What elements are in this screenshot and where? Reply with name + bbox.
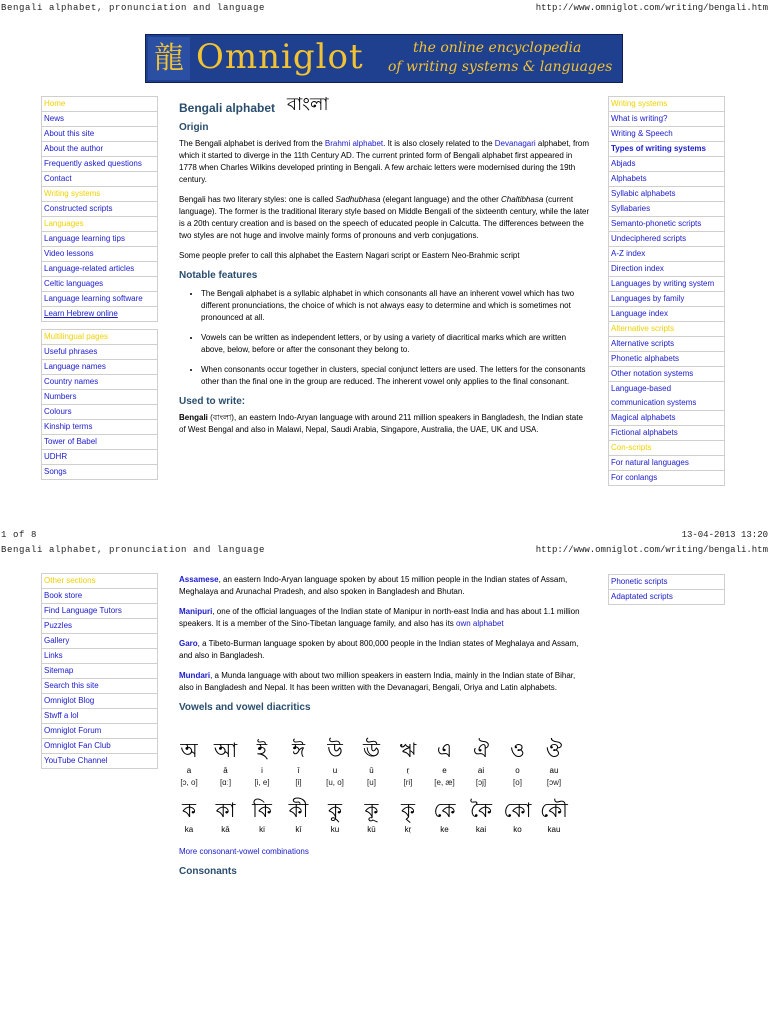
vowel-ipa: [ɔw]: [546, 778, 562, 787]
vowel-cell: [244, 739, 280, 788]
garo-link[interactable]: Garo: [179, 639, 198, 648]
nav-item-what-is-writing[interactable]: What is writing?: [608, 112, 725, 127]
print-url: http://www.omniglot.com/writing/bengali.htm: [535, 545, 768, 555]
consonant-vowel-cell: [390, 799, 426, 835]
assamese-link[interactable]: Assamese: [179, 575, 219, 584]
page-title-bengali: বাংলা: [287, 94, 329, 114]
nav-item-puzzles[interactable]: Puzzles: [41, 619, 158, 634]
features-list: [179, 288, 590, 388]
nav-item-constructed-scripts[interactable]: Constructed scripts: [41, 202, 158, 217]
vowel-transliteration: au: [549, 766, 559, 775]
left-nav-other: [41, 573, 158, 769]
bengali-language-paragraph: Bengali (বাংলা), an eastern Indo-Aryan language with around 211 million speakers in Bangladesh, the Indian state of West Bengal and also in Malawi, Nepal, Saudi Arabia, Singapore, Australia, the UAE, UK and USA.: [179, 413, 583, 434]
consonant-vowel-letter: কৈ: [469, 798, 493, 822]
nav-item-language-names[interactable]: Language names: [41, 360, 158, 375]
nav-item-news[interactable]: News: [41, 112, 158, 127]
vowel-ipa: [i, e]: [254, 778, 270, 787]
vowel-ipa: [ɔj]: [475, 778, 487, 787]
consonant-vowel-letter: কী: [288, 798, 309, 822]
vowel-cell: [354, 739, 390, 788]
nav-item-language-learning-software[interactable]: Language learning software: [41, 292, 158, 307]
consonant-vowel-cell: [317, 799, 353, 835]
nav-item-numbers[interactable]: Numbers: [41, 390, 158, 405]
vowel-cell: [500, 739, 536, 788]
consonant-vowel-transliteration: kū: [367, 825, 376, 834]
nav-item-undeciphered-scripts[interactable]: Undeciphered scripts: [608, 232, 725, 247]
vowel-transliteration: ī: [297, 766, 300, 775]
right-nav-writing: [608, 96, 725, 486]
consonant-vowel-transliteration: kī: [295, 825, 302, 834]
nav-item-links[interactable]: Links: [41, 649, 158, 664]
print-title: Bengali alphabet, pronunciation and language: [1, 3, 266, 13]
meitei-alphabet-link[interactable]: own alphabet: [456, 619, 504, 628]
vowel-transliteration: ṛ: [406, 766, 410, 775]
consonant-vowel-cell: [536, 799, 572, 835]
nav-item-about-the-author[interactable]: About the author: [41, 142, 158, 157]
consonant-vowel-cell: [500, 799, 536, 835]
garo-paragraph: Garo, a Tibeto-Burman language spoken by about 800,000 people in the Indian states of Meghalaya and Assam, and also in Bangladesh.: [179, 639, 579, 660]
mundari-paragraph: Mundari, a Munda language with about two million speakers in eastern India, mainly in the Indian state of Bihar, also in Bangladesh and Nepal. It has been written with the Devanagari, Bengali, Oriya and Latin alphabets.: [179, 671, 576, 692]
vowel-cell: [390, 739, 426, 788]
nav-item-languages-by-family[interactable]: Languages by family: [608, 292, 725, 307]
nav-item-country-names[interactable]: Country names: [41, 375, 158, 390]
vowel-ipa: [u]: [367, 778, 376, 787]
vowel-cell: [463, 739, 499, 788]
article-tail: [179, 846, 590, 882]
consonant-vowel-cell: [463, 799, 499, 835]
consonant-vowel-cell: [171, 799, 207, 835]
nav-item-youtube-channel[interactable]: YouTube Channel: [41, 754, 158, 769]
vowel-letter: উ: [327, 738, 343, 762]
consonant-vowel-transliteration: ko: [513, 825, 522, 834]
nav-item-for-natural-languages[interactable]: For natural languages: [608, 456, 725, 471]
nav-item-fictional-alphabets[interactable]: Fictional alphabets: [608, 426, 725, 441]
vowel-transliteration: o: [515, 766, 520, 775]
print-footer: [0, 529, 768, 541]
vowel-cell: [317, 739, 353, 788]
consonant-vowel-letter: কৌ: [540, 798, 568, 822]
vowels-heading: Vowels and vowel diacritics: [179, 702, 311, 713]
vowel-cell: [427, 739, 463, 788]
vowel-transliteration: ai: [477, 766, 485, 775]
omniglot-banner[interactable]: [145, 34, 623, 83]
manipuri-paragraph: Manipuri, one of the official languages of the Indian state of Manipur in north-east India and has about 1.1 million speakers. It is a member of the Sino-Tibetan language family, and also has its own alphabet: [179, 607, 580, 628]
brand-name: Omniglot: [196, 37, 364, 77]
vowel-ipa: [ɑː]: [219, 778, 232, 787]
brahmi-link[interactable]: Brahmi alphabet: [324, 139, 384, 148]
feature-item: • Vowels can be written as independent letters, or by using a variety of diacritical marks which are written above, below, before or after the consonant they belong to.: [201, 332, 590, 356]
nav-item-kinship-terms[interactable]: Kinship terms: [41, 420, 158, 435]
nav-item-gallery[interactable]: Gallery: [41, 634, 158, 649]
nav-item-omniglot-fan-club[interactable]: Omniglot Fan Club: [41, 739, 158, 754]
more-combinations-line: [179, 846, 590, 858]
notable-features-heading: Notable features: [179, 270, 258, 281]
dragon-logo-icon: 龍: [148, 37, 190, 80]
nav-item-stwff-a-lol[interactable]: Stwff a lol: [41, 709, 158, 724]
nav-item-sitemap[interactable]: Sitemap: [41, 664, 158, 679]
consonant-vowel-table: [179, 799, 590, 839]
nav-item-for-conlangs[interactable]: For conlangs: [608, 471, 725, 486]
feature-item: • The Bengali alphabet is a syllabic alphabet in which consonants all have an inherent vowel which has two different pronunciations, the choice of which is not always easy to determine and which is sometimes not pronounced at all.: [201, 288, 590, 324]
nav-item-communication-systems[interactable]: communication systems: [608, 396, 725, 411]
vowel-letter: ই: [256, 738, 268, 762]
consonant-vowel-letter: কা: [215, 798, 236, 822]
origin-paragraph-1: The Bengali alphabet is derived from the Brahmi alphabet. It is also closely related to the Devanagari alphabet, from which it started to diverge in the 11th Century AD. The current printed form of Bengali alphabet first appeared in 1778 when Charles Wilkins developed printing in Bengali. A few archaic letters were modernised during the 19th century.: [179, 139, 590, 184]
vowel-ipa: [u, o]: [326, 778, 344, 787]
nav-item-semanto-phonetic-scripts[interactable]: Semanto-phonetic scripts: [608, 217, 725, 232]
nav-section-alternative-scripts[interactable]: Alternative scripts: [608, 322, 725, 337]
nav-item-syllabic-alphabets[interactable]: Syllabic alphabets: [608, 187, 725, 202]
vowel-letter: ঊ: [363, 738, 380, 762]
nav-spacer: [41, 322, 158, 330]
vowel-letter: ঈ: [291, 738, 306, 762]
nav-item-language-learning-tips[interactable]: Language learning tips: [41, 232, 158, 247]
more-combinations-link[interactable]: More consonant-vowel combinations: [179, 847, 309, 856]
nav-item-abjads[interactable]: Abjads: [608, 157, 725, 172]
consonant-vowel-transliteration: ki: [259, 825, 265, 834]
nav-item-find-language-tutors[interactable]: Find Language Tutors: [41, 604, 158, 619]
consonant-vowel-transliteration: kau: [547, 825, 561, 834]
tagline-line2: of writing systems & languages: [388, 59, 613, 75]
nav-item-writing-speech[interactable]: Writing & Speech: [608, 127, 725, 142]
nav-item-contact[interactable]: Contact: [41, 172, 158, 187]
nav-item-phonetic-scripts[interactable]: Phonetic scripts: [608, 575, 725, 590]
consonant-vowel-letter: কো: [503, 798, 532, 822]
vowel-transliteration: i: [261, 766, 263, 775]
consonant-vowel-transliteration: kṛ: [404, 825, 412, 834]
page-title: Bengali alphabet বাংলা: [179, 94, 329, 115]
vowel-letter: ও: [510, 738, 525, 762]
vowel-transliteration: u: [332, 766, 338, 775]
feature-item: • When consonants occur together in clusters, special conjunct letters are used. The letters for the consonants other than the final one in the group are reduced. The inherent vowel only applies to the final consonant.: [201, 364, 590, 388]
nav-item-alternative-scripts[interactable]: Alternative scripts: [608, 337, 725, 352]
nav-item-omniglot-blog[interactable]: Omniglot Blog: [41, 694, 158, 709]
vowel-transliteration: e: [442, 766, 447, 775]
consonant-vowel-letter: কে: [433, 798, 456, 822]
nav-item-languages-by-writing-system[interactable]: Languages by writing system: [608, 277, 725, 292]
vowel-table: [179, 739, 590, 799]
vowel-transliteration: a: [186, 766, 192, 775]
nav-item-udhr[interactable]: UDHR: [41, 450, 158, 465]
nav-section-writing-systems[interactable]: Writing systems: [608, 97, 725, 112]
manipuri-link[interactable]: Manipuri: [179, 607, 213, 616]
consonant-vowel-transliteration: ka: [184, 825, 194, 834]
print-header-2: [0, 544, 768, 556]
vowel-cell: [536, 739, 572, 788]
consonant-vowel-transliteration: kai: [475, 825, 487, 834]
consonant-vowel-cell: [427, 799, 463, 835]
nav-item-alphabets[interactable]: Alphabets: [608, 172, 725, 187]
consonant-vowel-transliteration: kā: [221, 825, 230, 834]
article-main: [179, 94, 590, 444]
nav-item-learn-hebrew-online[interactable]: Learn Hebrew online: [41, 307, 158, 322]
nav-item-omniglot-forum[interactable]: Omniglot Forum: [41, 724, 158, 739]
nav-section-multilingual-pages[interactable]: Multilingual pages: [41, 330, 158, 345]
print-date: 13-04-2013 13:20: [681, 530, 768, 540]
print-header: [0, 2, 768, 14]
nav-item-search-this-site[interactable]: Search this site: [41, 679, 158, 694]
vowel-letter: ঐ: [472, 738, 490, 762]
consonant-vowel-letter: কু: [328, 798, 342, 822]
vowel-ipa: [i]: [295, 778, 302, 787]
page-count: 1 of 8: [1, 530, 38, 540]
vowel-cell: [208, 739, 244, 788]
consonant-vowel-cell: [354, 799, 390, 835]
vowel-letter: অ: [180, 738, 198, 762]
origin-paragraph-2: Bengali has two literary styles: one is called Sadhubhasa (elegant language) and the other Chaltibhasa (current language). The former is the traditional literary style based on Middle Bengali of the sixteenth century, while the later is a 20th century creation and is based on the speech of educated people in Calcutta. The differences between the two styles are not huge and involve mainly forms of pronouns and verb conjugations.: [179, 195, 590, 240]
nav-item-language-based[interactable]: Language-based: [608, 382, 725, 396]
consonant-vowel-letter: কৃ: [401, 798, 415, 822]
origin-heading: Origin: [179, 122, 209, 133]
nav-item-a-z-index[interactable]: A-Z index: [608, 247, 725, 262]
consonants-heading: Consonants: [179, 866, 237, 877]
consonant-vowel-transliteration: ke: [440, 825, 449, 834]
vowel-ipa: [o]: [513, 778, 522, 787]
consonant-vowel-transliteration: ku: [330, 825, 340, 834]
assamese-paragraph: Assamese, an eastern Indo-Aryan language spoken by about 15 million people in the Indian states of Assam, Meghalaya and Arunachal Pradesh, and also spoken in Bangladesh and Bhutan.: [179, 575, 568, 596]
print-url: http://www.omniglot.com/writing/bengali.htm: [535, 3, 768, 13]
nav-item-language-index[interactable]: Language index: [608, 307, 725, 322]
nav-item-useful-phrases[interactable]: Useful phrases: [41, 345, 158, 360]
nav-item-about-this-site[interactable]: About this site: [41, 127, 158, 142]
nav-item-video-lessons[interactable]: Video lessons: [41, 247, 158, 262]
vowel-ipa: [ɔ, o]: [180, 778, 198, 787]
bengali-link[interactable]: Bengali: [179, 413, 208, 422]
nav-section-writing-systems[interactable]: Writing systems: [41, 187, 158, 202]
vowel-letter: এ: [436, 738, 453, 762]
print-title: Bengali alphabet, pronunciation and language: [1, 545, 266, 555]
vowel-transliteration: ū: [369, 766, 374, 775]
nav-item-celtic-languages[interactable]: Celtic languages: [41, 277, 158, 292]
vowel-transliteration: ā: [223, 766, 228, 775]
tagline-line1: the online encyclopedia: [413, 40, 582, 56]
vowel-letter: আ: [213, 738, 238, 762]
vowel-ipa: [ri]: [403, 778, 413, 787]
nav-section-home[interactable]: Home: [41, 97, 158, 112]
nav-item-language-related-articles[interactable]: Language-related articles: [41, 262, 158, 277]
article-continued: [179, 574, 590, 718]
vowel-letter: ঔ: [545, 738, 563, 762]
devanagari-link[interactable]: Devanagari: [494, 139, 536, 148]
nav-item-syllabaries[interactable]: Syllabaries: [608, 202, 725, 217]
nav-item-songs[interactable]: Songs: [41, 465, 158, 480]
nav-item-direction-index[interactable]: Direction index: [608, 262, 725, 277]
nav-item-colours[interactable]: Colours: [41, 405, 158, 420]
nav-item-frequently-asked-questions[interactable]: Frequently asked questions: [41, 157, 158, 172]
consonant-vowel-cell: [244, 799, 280, 835]
consonant-vowel-letter: কি: [252, 798, 272, 822]
nav-item-magical-alphabets[interactable]: Magical alphabets: [608, 411, 725, 426]
consonant-vowel-letter: কূ: [364, 798, 379, 822]
nav-section-languages[interactable]: Languages: [41, 217, 158, 232]
vowel-cell: [171, 739, 207, 788]
origin-paragraph-3: Some people prefer to call this alphabet the Eastern Nagari script or Eastern Neo-Brahmic script: [179, 251, 520, 260]
nav-item-adaptated-scripts[interactable]: Adaptated scripts: [608, 590, 725, 605]
vowel-ipa: [e, æ]: [434, 778, 455, 787]
vowel-letter: ঋ: [399, 738, 417, 762]
consonant-vowel-cell: [208, 799, 244, 835]
vowel-cell: [281, 739, 317, 788]
nav-item-book-store[interactable]: Book store: [41, 589, 158, 604]
consonant-vowel-letter: ক: [182, 798, 196, 822]
consonant-vowel-cell: [281, 799, 317, 835]
nav-item-phonetic-alphabets[interactable]: Phonetic alphabets: [608, 352, 725, 367]
used-to-write-heading: Used to write:: [179, 396, 246, 407]
left-nav-main: [41, 96, 158, 480]
nav-section-con-scripts[interactable]: Con-scripts: [608, 441, 725, 456]
mundari-link[interactable]: Mundari: [179, 671, 211, 680]
nav-section-other-sections[interactable]: Other sections: [41, 574, 158, 589]
nav-item-other-notation-systems[interactable]: Other notation systems: [608, 367, 725, 382]
nav-item-tower-of-babel[interactable]: Tower of Babel: [41, 435, 158, 450]
right-nav-continued: [608, 574, 725, 605]
nav-item-types-of-writing-systems[interactable]: Types of writing systems: [608, 142, 725, 157]
